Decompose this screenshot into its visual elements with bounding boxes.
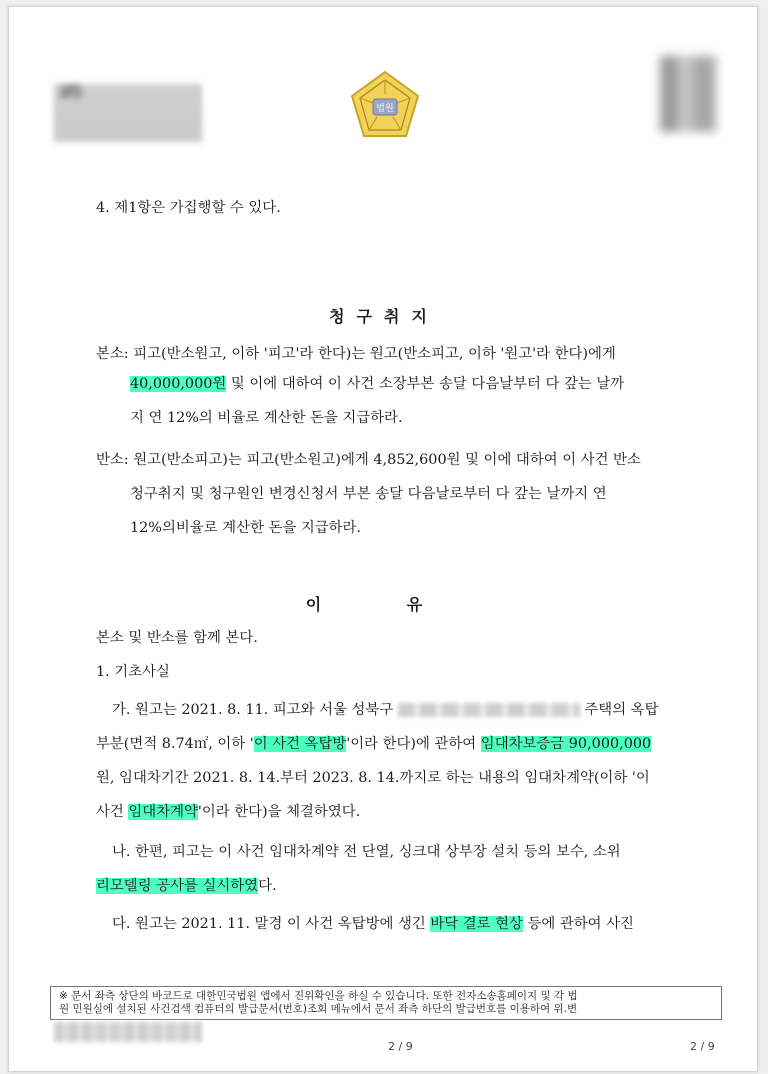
para-ga-text-4b: '이라 한다)을 체결하였다. xyxy=(197,804,361,820)
claim-counter-text-1: 원고(반소피고)는 피고(반소원고)에게 4,852,600원 및 이에 대하여 이 사건 반소 xyxy=(133,452,641,468)
court-emblem-icon xyxy=(348,70,422,140)
document-page xyxy=(8,6,758,1072)
highlight-deposit: 임대차보증금 90,000,000 xyxy=(480,736,652,752)
para-ga-line-4 xyxy=(96,802,360,822)
claim-counter-label: 반소: xyxy=(96,452,129,468)
qr-code-image xyxy=(660,56,716,132)
para-ga-line-1 xyxy=(112,700,658,720)
claim-main-line-3: 지 연 12%의 비율로 계산한 돈을 지급하라. xyxy=(130,410,403,426)
claim-main-line-2 xyxy=(130,374,624,394)
claim-main-text-1: 피고(반소원고, 이하 '피고'라 한다)는 원고(반소피고, 이하 '원고'라 한다)에게 xyxy=(133,346,616,362)
svg-text:법원: 법원 xyxy=(376,104,394,114)
para-na-text-2b: 다. xyxy=(258,878,277,894)
verification-notice xyxy=(50,986,722,1020)
para-na-line-1: 나. 한편, 피고는 이 사건 임대차계약 전 단열, 싱크대 상부장 설치 등의 보수, 소위 xyxy=(112,844,621,860)
highlight-lease-contract: 임대차계약 xyxy=(128,804,198,820)
reason-intro: 본소 및 반소를 함께 본다. xyxy=(96,630,258,646)
para-ga-text-1b: 주택의 옥탑 xyxy=(579,702,659,718)
claim-main-text-2: 및 이에 대하여 이 사건 소장부본 송달 다음날부터 다 갚는 날까 xyxy=(226,376,625,392)
claim-heading: 청구취지 xyxy=(329,307,439,326)
claim-main-amount: 40,000,000원 xyxy=(130,376,227,392)
para-na-line-2 xyxy=(96,876,277,896)
claim-counter-line-3: 12%의비율로 계산한 돈을 지급하라. xyxy=(130,520,362,536)
claim-counter-line-2: 청구취지 및 청구원인 변경신청서 부본 송달 다음날로부터 다 갚는 날까지 연 xyxy=(130,486,607,502)
highlight-condensation: 바닥 결로 현상 xyxy=(430,916,523,932)
claim-counter-line-1 xyxy=(96,450,641,470)
page-number-center: 2 / 9 xyxy=(388,1040,413,1053)
para-ga-text-4a: 사건 xyxy=(96,804,129,820)
redacted-address xyxy=(398,703,580,717)
claim-main-line-1 xyxy=(96,344,616,364)
para-ga-text-2b: '이라 한다)에 관하여 xyxy=(346,736,481,752)
para-ga-line-2 xyxy=(96,734,651,754)
para-ga-text-1a: 가. 원고는 2021. 8. 11. 피고와 서울 성북구 xyxy=(112,702,398,718)
highlight-rooftop-room: 이 사건 옥탑방 xyxy=(253,736,347,752)
para-ga-line-3: 원, 임대차기간 2021. 8. 14.부터 2023. 8. 14.까지로 하는 내용의 임대차계약(이하 '이 xyxy=(96,770,650,786)
item-4-text: 4. 제1항은 가집행할 수 있다. xyxy=(96,200,281,216)
para-da-text-1b: 등에 관하여 사진 xyxy=(522,916,634,932)
reason-heading: 이 유 xyxy=(305,595,463,614)
para-da-text-1a: 다. 원고는 2021. 11. 말경 이 사건 옥탑방에 생긴 xyxy=(112,916,431,932)
issue-number-redacted xyxy=(54,1022,202,1042)
claim-main-label: 본소: xyxy=(96,346,129,362)
para-ga-text-2a: 부분(면적 8.74㎡, 이하 ' xyxy=(96,736,254,752)
barcode-image xyxy=(54,84,202,142)
notice-line-2: 원 민원실에 설치된 사건검색 컴퓨터의 발급문서(번호)조회 메뉴에서 문서 좌측 하단의 발급번호를 이용하여 위.변 xyxy=(59,1003,578,1015)
page-number-right: 2 / 9 xyxy=(690,1040,715,1053)
section-1-heading: 1. 기초사실 xyxy=(96,664,170,680)
highlight-remodeling: 리모델링 공사를 실시하였 xyxy=(96,878,259,894)
para-da-line-1 xyxy=(112,914,634,934)
notice-line-1: ※ 문서 좌측 상단의 바코드로 대한민국법원 앱에서 진위확인을 하실 수 있습니다. 또한 전자소송홈페이지 및 각 법 xyxy=(59,990,578,1002)
